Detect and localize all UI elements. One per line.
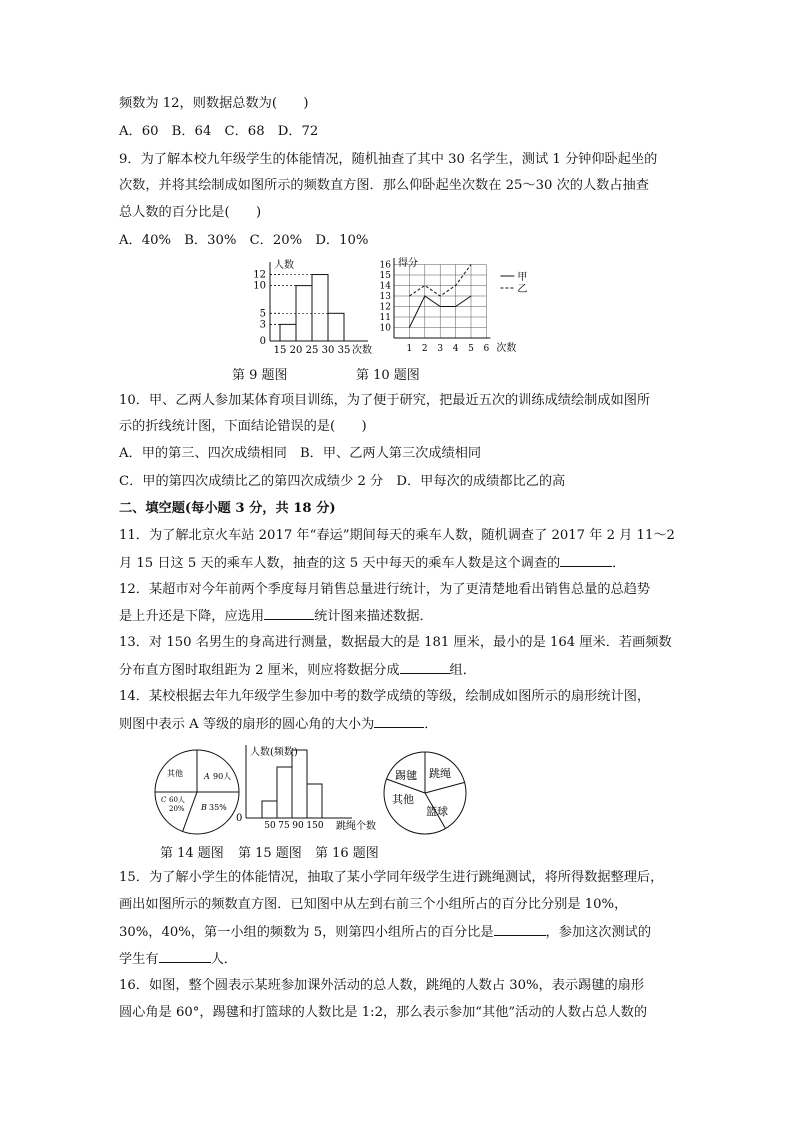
q10-options-ab: A．甲的第三、四次成绩相同 B．甲、乙两人第三次成绩相同 bbox=[119, 446, 482, 461]
fig15-chart-group bbox=[236, 745, 376, 832]
q13-stem-line2 bbox=[119, 660, 476, 681]
x-axis-label: 跳绳个数 bbox=[336, 821, 376, 832]
x-tick-label: 1 bbox=[406, 344, 413, 354]
x-tick-label: 75 bbox=[278, 821, 290, 831]
fig9-caption: 第 9 题图 bbox=[232, 368, 288, 383]
q9-stem-line3: 总人数的百分比是( ) bbox=[119, 205, 262, 220]
q10-options-cd: C．甲的第四次成绩比乙的第四次成绩少 2 分 D．甲每次的成绩都比乙的高 bbox=[119, 474, 566, 489]
q14-answer-blank[interactable] bbox=[374, 714, 424, 728]
slice-value-b: 35% bbox=[209, 803, 227, 812]
fig14-caption: 第 14 题图 bbox=[160, 846, 224, 861]
fig10-caption: 第 10 题图 bbox=[356, 368, 420, 383]
y-tick-label: 5 bbox=[259, 308, 266, 320]
q13-stem-line1: 13．对 150 名男生的身高进行测量，数据最大的是 181 厘米，最小的是 164 厘米．若画频数 bbox=[119, 635, 672, 650]
slice-label-tiaosheng: 跳绳 bbox=[429, 767, 451, 780]
q15-answer-blank-2[interactable] bbox=[159, 949, 211, 963]
q8-options: A．60 B．64 C．68 D．72 bbox=[119, 124, 319, 139]
section-2-heading: 二、填空题(每小题 3 分，共 18 分) bbox=[119, 501, 336, 516]
slice-label-b: B bbox=[201, 803, 207, 812]
histogram-bar bbox=[307, 784, 322, 818]
q12-answer-blank[interactable] bbox=[264, 606, 314, 620]
fig15-histogram bbox=[232, 741, 392, 837]
slice-label-lanqiu: 篮球 bbox=[426, 805, 448, 818]
q15-stem-line3 bbox=[119, 922, 651, 943]
x-tick-label: 15 bbox=[273, 345, 287, 356]
fig9-histogram bbox=[240, 254, 380, 356]
q16-stem-line1: 16．如图，整个圆表示某班参加课外活动的总人数，跳绳的人数占 30%，表示踢毽的扇形 bbox=[119, 978, 645, 993]
fig16-chart-group bbox=[384, 752, 466, 834]
y-tick-label: 13 bbox=[379, 292, 391, 302]
q11-text: 月 15 日这 5 天的乘车人数，抽查的这 5 天中每天的乘车人数是这个调查的 bbox=[119, 556, 561, 571]
q10-stem-line2: 示的折线统计图，下面结论错误的是( ) bbox=[119, 419, 367, 434]
q14-text-post: ． bbox=[424, 717, 438, 732]
q13-answer-blank[interactable] bbox=[400, 660, 450, 674]
slice-label-c: C bbox=[161, 796, 167, 804]
x-tick-label: 25 bbox=[305, 345, 319, 356]
q12-stem-line1: 12．某超市对今年前两个季度每月销售总量进行统计，为了更清楚地看出销售总量的总趋势 bbox=[119, 582, 651, 597]
q15-text-post2: 人． bbox=[210, 952, 237, 967]
q12-stem-line2 bbox=[119, 606, 433, 627]
y-tick-label: 10 bbox=[253, 280, 266, 292]
slice-label-a: A bbox=[204, 772, 210, 781]
histogram-bar bbox=[312, 275, 328, 341]
q15-text-post: ，参加这次测试的 bbox=[545, 925, 652, 940]
q14-stem-line2 bbox=[119, 714, 437, 735]
q14-stem-line1: 14．某校根据去年九年级学生参加中考的数学成绩的等级，绘制成如图所示的扇形统计图， bbox=[119, 689, 651, 704]
q16-stem-line2: 圆心角是 60°，踢毽和打篮球的人数比是 1:2，那么表示参加“其他”活动的人数占总人数的 bbox=[119, 1005, 648, 1020]
y-tick-label: 10 bbox=[379, 323, 391, 334]
y-axis-label: 人数 bbox=[274, 260, 294, 271]
histogram-bar bbox=[280, 324, 296, 341]
q10-stem-line1: 10．甲、乙两人参加某体育项目训练，为了便于研究，把最近五次的训练成绩绘制成如图所 bbox=[119, 393, 651, 408]
y-axis-label: 人数(频数) bbox=[250, 747, 298, 758]
x-tick-label: 50 bbox=[264, 821, 276, 831]
x-tick-label: 150 bbox=[306, 821, 324, 831]
q11-stem-line2 bbox=[119, 553, 625, 574]
histogram-bar bbox=[262, 801, 277, 818]
x-axis-label: 次数 bbox=[352, 345, 372, 356]
y-tick-label: 14 bbox=[379, 281, 391, 292]
q15-stem-line1: 15．为了解小学生的体能情况，抽取了某小学同年级学生进行跳绳测试，将所得数据整理后， bbox=[119, 870, 664, 885]
y-axis-label: 得分 bbox=[398, 258, 418, 269]
fig10-chart-group bbox=[380, 256, 528, 354]
q9-stem-line2: 次数，并将其绘制成如图所示的频数直方图．那么仰卧起坐次数在 25～30 次的人数占抽查 bbox=[119, 178, 649, 193]
q12-text-pre: 是上升还是下降，应选用 bbox=[119, 609, 265, 624]
q15-text-pre2: 学生有 bbox=[119, 952, 159, 967]
y-tick-label: 16 bbox=[379, 260, 391, 271]
x-tick-label: 35 bbox=[337, 345, 351, 356]
q12-text-post: 统计图来描述数据． bbox=[314, 609, 433, 624]
q15-stem-line2: 画出如图所示的频数直方图．已知图中从左到右前三个小组所占的百分比分别是 10%， bbox=[119, 897, 628, 912]
fig10-line-chart bbox=[374, 254, 554, 358]
y-tick-label: 15 bbox=[379, 271, 391, 281]
x-tick-label: 30 bbox=[321, 345, 335, 356]
fig16-caption: 第 16 题图 bbox=[315, 846, 379, 861]
fig16-pie-chart bbox=[382, 750, 468, 836]
q11-end: ． bbox=[612, 556, 626, 571]
x-tick-label: 6 bbox=[483, 344, 490, 354]
histogram-bar bbox=[277, 767, 292, 818]
x-tick-label: 5 bbox=[468, 344, 474, 354]
y-tick-label: 12 bbox=[379, 302, 391, 313]
legend-label: 甲 bbox=[517, 272, 528, 283]
q15-stem-line4 bbox=[119, 949, 237, 970]
fig14-chart-group bbox=[155, 750, 239, 834]
slice-label-other: 其他 bbox=[392, 793, 414, 806]
x-axis-label: 次数 bbox=[496, 343, 517, 354]
pie-divider bbox=[425, 782, 465, 793]
fig15-caption: 第 15 题图 bbox=[238, 846, 302, 861]
x-tick-label: 4 bbox=[452, 344, 459, 354]
fig9-chart-group bbox=[253, 258, 372, 356]
slice-value-a: 90人 bbox=[213, 772, 232, 781]
q11-answer-blank[interactable] bbox=[560, 553, 612, 567]
y-tick-label: 0 bbox=[259, 336, 266, 347]
x-tick-label: 3 bbox=[437, 344, 444, 354]
y-tick-label: 11 bbox=[379, 313, 391, 323]
x-tick-label: 2 bbox=[421, 344, 428, 354]
x-tick-label: 90 bbox=[292, 821, 304, 831]
fig14-pie-chart bbox=[152, 747, 242, 837]
x-tick-label: 20 bbox=[289, 345, 303, 356]
q15-text-pre: 30%，40%，第一小组的频数为 5，则第四小组所占的百分比是 bbox=[119, 925, 494, 940]
slice-value-c: 60人 bbox=[169, 796, 185, 804]
slice-label-other: 其他 bbox=[167, 769, 183, 778]
y-tick-label: 3 bbox=[259, 319, 266, 331]
legend-label: 乙 bbox=[517, 284, 528, 295]
q8-continued-text: 频数为 12，则数据总数为( ) bbox=[119, 96, 309, 111]
histogram-bar bbox=[328, 313, 344, 341]
histogram-bar bbox=[292, 750, 307, 818]
q9-stem-line1: 9．为了解本校九年级学生的体能情况，随机抽查了其中 30 名学生，测试 1 分钟仰卧起坐的 bbox=[119, 152, 658, 167]
q9-options: A．40% B．30% C．20% D．10% bbox=[119, 233, 369, 248]
q13-text-pre: 分布直方图时取组距为 2 厘米，则应将数据分成 bbox=[119, 663, 400, 678]
slice-label-tijian: 踢毽 bbox=[395, 769, 417, 782]
q11-stem-line1: 11．为了解北京火车站 2017 年“春运”期间每天的乘车人数，随机调查了 2017 年 2 月 11～2 bbox=[119, 528, 675, 543]
y-tick-label: 12 bbox=[253, 269, 266, 281]
q14-text-pre: 则图中表示 A 等级的扇形的圆心角的大小为 bbox=[119, 717, 375, 732]
slice-pct-c: 20% bbox=[169, 805, 185, 813]
origin-label: 0 bbox=[236, 813, 243, 824]
q13-text-post: 组． bbox=[449, 663, 476, 678]
q15-answer-blank-1[interactable] bbox=[494, 922, 546, 936]
